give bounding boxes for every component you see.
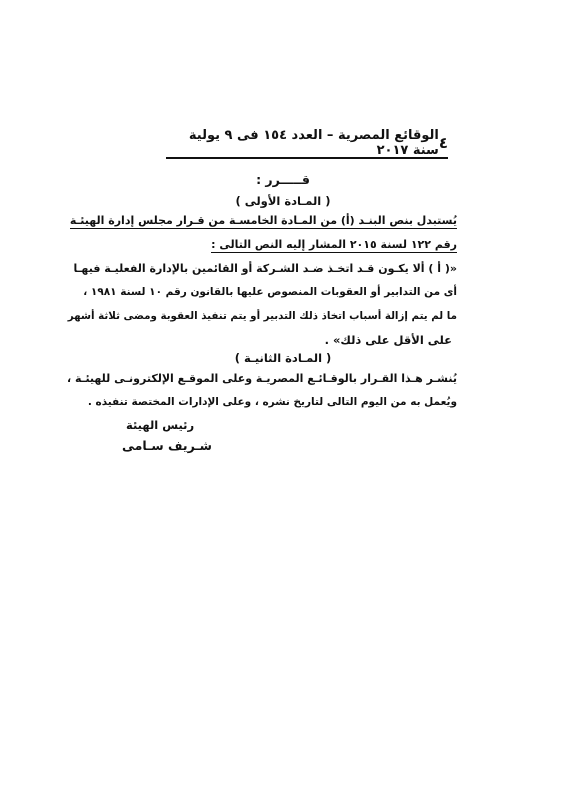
header-rule xyxy=(166,157,448,159)
article1-line-2: رقم ١٢٢ لسنة ٢٠١٥ المشار إليه النص التالى : xyxy=(211,238,457,251)
page-header xyxy=(166,128,448,158)
article1-line-3: «( أ ) ألا يكـون قـد اتخـذ ضـد الشـركة أو القائمين بالإدارة الفعليـة فيهـا xyxy=(73,262,457,275)
header-title: الوقائع المصرية – العدد ١٥٤ فى ٩ يولية سنة ٢٠١٧ xyxy=(188,128,439,158)
article2-heading: ( المـادة الثانيـة ) xyxy=(234,351,332,365)
article1-line-4: أى من التدابير أو العقوبات المنصوص عليها بالقانون رقم ١٠ لسنة ١٩٨١ ، xyxy=(83,286,457,298)
page-number: ٤ xyxy=(438,134,448,152)
signatory-name: شـريف سـامى xyxy=(122,438,212,453)
article1-line-6: على الأقل على ذلك» . xyxy=(324,333,452,347)
article2-line-2: ويُعمل به من اليوم التالى لتاريخ نشره ، وعلى الإدارات المختصة تنفيذه . xyxy=(87,396,457,408)
article1-heading: ( المـادة الأولى ) xyxy=(235,194,331,208)
decision-heading: قـــــرر : xyxy=(256,172,310,187)
article1-line-5: ما لم يتم إزالة أسباب اتخاذ ذلك التدبير أو يتم تنفيذ العقوبة ومضى ثلاثة أشهر xyxy=(67,310,457,322)
signatory-title: رئيس الهيئة xyxy=(126,418,195,432)
article1-line-1: يُستبدل بنص البنـد (أ) من المـادة الخامسـة من قـرار مجلس إدارة الهيئـة xyxy=(69,214,457,227)
article2-line-1: يُنشـر هـذا القـرار بالوقـائـع المصريـة وعلى الموقـع الإلكترونـى للهيئـة ، xyxy=(67,372,457,385)
